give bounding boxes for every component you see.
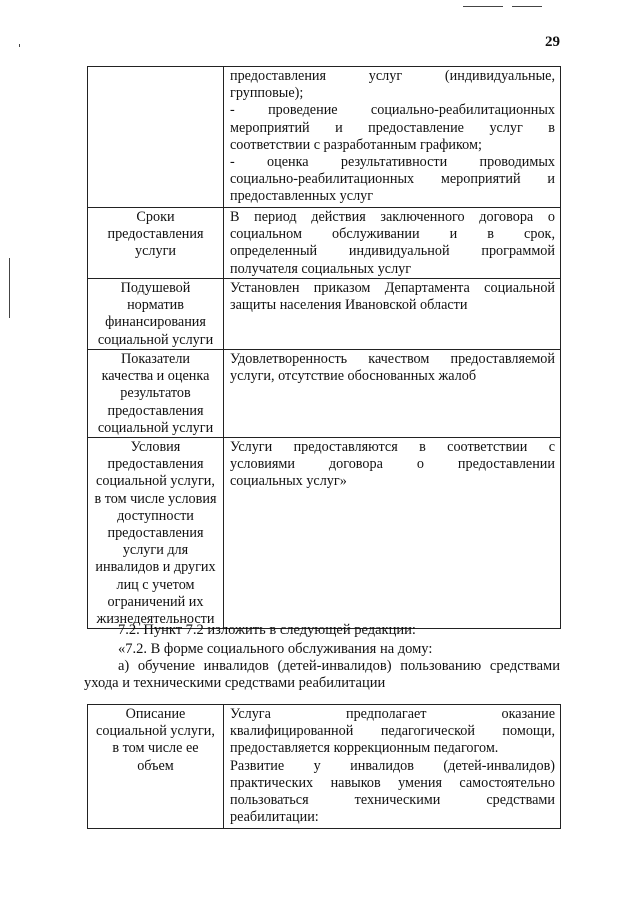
scan-mark (512, 6, 542, 7)
service-table-2 (87, 704, 561, 829)
label-line: социальной услуги (97, 331, 214, 348)
text-line: квалифицированной педагогической помощи, (230, 723, 555, 740)
text-line: социальных услуг» (230, 473, 347, 490)
text-line: соответствии с разработанным графиком; (230, 136, 482, 153)
label-line: предоставления (107, 402, 204, 419)
text-line: - проведение социально-реабилитационных (230, 102, 555, 119)
paragraph: 7.2. Пункт 7.2 изложить в следующей редакции: (118, 622, 416, 638)
row-label-cell (88, 67, 224, 208)
text-line: предоставляется коррекционным педагогом. (230, 740, 499, 757)
label-line: предоставления (107, 226, 204, 243)
label-line: норматив (127, 297, 184, 314)
label-line: услуги (135, 243, 176, 260)
text-line: Услуги предоставляются в соответствии с (230, 439, 555, 456)
label-line: услуги для (122, 542, 189, 559)
label-line: предоставления (107, 456, 204, 473)
paragraph: а) обучение инвалидов (детей-инвалидов) пользованию средствами (118, 658, 560, 674)
text-line: реабилитации: (230, 809, 319, 826)
row-content-cell (224, 438, 561, 629)
scan-mark (19, 44, 20, 47)
table-row (88, 705, 561, 829)
row-label-cell (88, 208, 224, 279)
row-content-cell (224, 350, 561, 438)
text-line: условиями договора о предоставлении (230, 456, 555, 473)
label-line: Подушевой (120, 280, 191, 296)
label-line: социальной услуги, (96, 473, 215, 490)
text-line: практических навыков умения самостоятельно (230, 774, 555, 791)
label-line: в том числе ее (112, 740, 199, 757)
row-content-cell (224, 208, 561, 279)
row-content-cell (224, 705, 561, 829)
label-line: инвалидов и других (95, 559, 216, 576)
label-line: качества и оценка (101, 368, 210, 385)
text-line: социально-реабилитационных мероприятий и (230, 171, 555, 188)
row-label-cell (88, 350, 224, 438)
label-line: предоставления (107, 525, 204, 542)
text-line: предоставленных услуг (230, 188, 374, 205)
label-line: жизнедеятельности (96, 611, 215, 628)
row-label-cell (88, 438, 224, 629)
row-content-cell (224, 67, 561, 208)
service-table-1 (87, 66, 561, 629)
label-line: социальной услуги (97, 419, 214, 436)
text-line: Установлен приказом Департамента социальной (230, 280, 555, 296)
text-line: социальном обслуживании и в срок, (230, 226, 555, 243)
page-number: 29 (545, 34, 560, 50)
text-line: Услуга предполагает оказание (230, 706, 555, 722)
label-line: социальной услуги, (96, 723, 215, 740)
table-row (88, 350, 561, 438)
table-row (88, 67, 561, 208)
label-line: Условия (130, 439, 181, 456)
label-line: объем (137, 757, 174, 774)
label-line: результатов (120, 385, 191, 402)
table-row (88, 279, 561, 350)
label-line: доступности (117, 507, 194, 524)
paragraph: «7.2. В форме социального обслуживания на дому: (118, 641, 433, 657)
text-line: - оценка результативности проводимых (230, 154, 555, 171)
label-line: Показатели (120, 351, 191, 367)
text-line: услуги, отсутствие обоснованных жалоб (230, 368, 477, 385)
text-line: групповые); (230, 85, 304, 102)
text-line: получателя социальных услуг (230, 260, 412, 277)
label-line: Сроки (136, 209, 175, 225)
text-line: защиты населения Ивановской области (230, 297, 468, 314)
text-line: предоставления услуг (индивидуальные, (230, 68, 555, 84)
row-label-cell (88, 279, 224, 350)
paragraph: ухода и техническими средствами реабилитации (84, 675, 386, 691)
label-line: лиц с учетом (116, 576, 195, 593)
label-line: Описание (125, 706, 186, 722)
table-row (88, 208, 561, 279)
text-line: определенный индивидуальной программой (230, 243, 555, 260)
scan-mark (463, 6, 503, 7)
label-line: в том числе условия (94, 490, 217, 507)
text-line: В период действия заключенного договора о (230, 209, 555, 225)
row-content-cell (224, 279, 561, 350)
text-line: мероприятий и предоставление услуг в (230, 119, 555, 136)
text-line: пользоваться техническими средствами (230, 792, 555, 809)
text-line: Развитие у инвалидов (детей-инвалидов) (230, 757, 555, 774)
table-row (88, 438, 561, 629)
label-line: ограничений их (107, 593, 204, 610)
text-line: Удовлетворенность качеством предоставляемой (230, 351, 555, 367)
scan-mark (9, 258, 10, 318)
label-line: финансирования (105, 314, 206, 331)
row-label-cell (88, 705, 224, 829)
